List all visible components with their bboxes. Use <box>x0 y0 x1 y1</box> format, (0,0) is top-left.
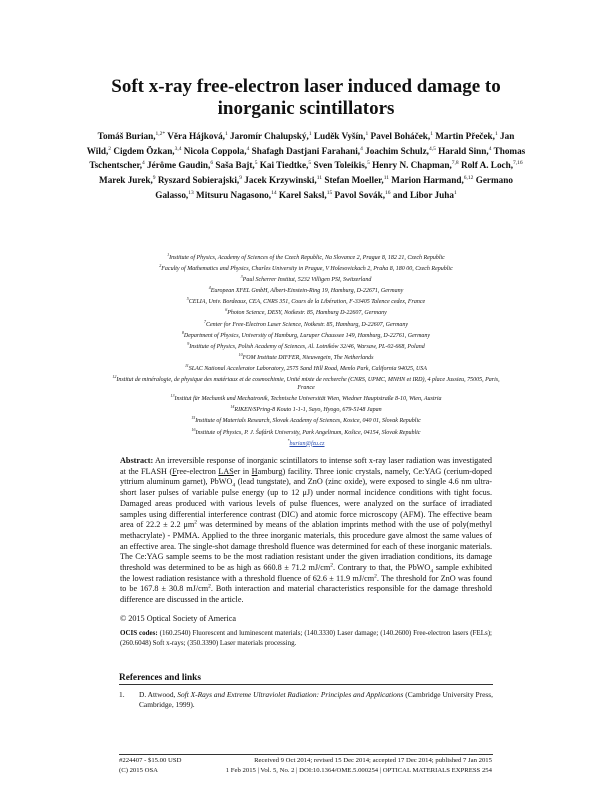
abstract-text-6: . The threshold for ZnO was found to be 167.8 ± 30.8 mJ/cm <box>120 573 492 594</box>
author-affiliation-marker: 4 <box>360 145 363 152</box>
author-affiliation-marker: 9 <box>239 174 242 181</box>
superscript-2: 2 <box>374 573 377 579</box>
author-affiliation-marker: 6,12 <box>463 174 474 181</box>
footer-citation: 1 Feb 2015 | Vol. 5, No. 2 | DOI:10.1364/OME.5.000254 | OPTICAL MATERIALS EXPRESS 254 <box>225 767 492 774</box>
corresponding-email-line <box>104 437 508 448</box>
affiliation-line <box>104 362 508 373</box>
author-name: Věra Hájková, <box>167 131 225 142</box>
affiliation-marker: 13 <box>170 393 175 399</box>
affiliation-marker: 1 <box>167 252 170 257</box>
abstract-acronym-f: F <box>172 466 177 476</box>
author-affiliation-marker: 4 <box>246 145 250 152</box>
author-name: Cigdem Özkan, <box>113 145 175 156</box>
author-name: Nicola Coppola, <box>183 145 247 156</box>
title-line-2: inorganic scintillators <box>217 98 395 119</box>
author-affiliation-marker: 16 <box>385 189 391 196</box>
author-name: Pavel Boháček, <box>370 131 431 142</box>
author-name: Ryszard Sobierajski, <box>157 175 240 186</box>
author-name: Karel Saksl, <box>278 189 327 200</box>
abstract-text-4: . Contrary to that, the PbWO <box>333 563 431 573</box>
author-affiliation-marker: 1 <box>308 131 312 137</box>
author-affiliation-marker: 5 <box>254 160 258 167</box>
author-name: and Libor Juha <box>392 189 454 200</box>
author-name: Henry N. Chapman, <box>372 160 452 171</box>
footer-dates: Received 9 Oct 2014; revised 15 Dec 2014; accepted 17 Dec 2014; published 7 Jan 2015 <box>254 757 492 764</box>
abstract-text-1d: amburg) facility. Three ionic crystals, namely, Ce:YAG (cerium-doped yttrium aluminum garnet), PbWO <box>120 466 492 487</box>
subscript-4: 4 <box>430 568 434 575</box>
affiliation-text: Center for Free-Electron Laser Science, Notkestr. 85, Hamburg, D-22607, Germany <box>206 321 408 328</box>
affiliation-text: Institut für Mechanik und Mechatronik, Technische Universität Wien, Wiedner Hauptstraße 8-10, Wien, Austria <box>174 396 442 403</box>
affiliation-line <box>104 340 508 351</box>
author-name: Luděk Vyšín, <box>313 131 366 142</box>
author-affiliation-marker: 7,16 <box>513 160 523 167</box>
author-name: Marek Jurek, <box>99 175 153 186</box>
superscript-2: 2 <box>208 583 211 590</box>
author-name: Shafagh Dastjani Farahani, <box>251 145 361 156</box>
affiliation-line <box>104 373 508 392</box>
affiliation-text: Institute of Physics, Polish Academy of Sciences, Al. Lotników 32/46, Warsaw, PL-02-668, Poland <box>189 343 425 350</box>
footer-divider <box>119 754 493 755</box>
author-list <box>86 128 526 201</box>
copyright-notice: © 2015 Optical Society of America <box>120 614 237 623</box>
ocis-codes <box>120 629 492 648</box>
author-name: Tomáš Burian, <box>97 131 156 142</box>
reference-author: D. Attwood, <box>139 690 178 699</box>
affiliation-marker: 3 <box>240 274 243 280</box>
author-name: Pavol Sovák, <box>334 189 386 200</box>
author-name: Marion Harmand, <box>391 175 464 186</box>
affiliation-line <box>104 318 508 329</box>
author-name: Kai Tiedtke, <box>259 160 309 171</box>
affiliation-line <box>104 262 508 273</box>
author-name: Jaromír Chalupský, <box>230 131 309 142</box>
abstract-text-1b: ree-electron <box>176 466 219 476</box>
abstract-acronym-las: LAS <box>218 466 234 476</box>
author-affiliation-marker: 1 <box>430 131 433 137</box>
author-name: Martin Přeček, <box>435 131 495 142</box>
affiliation-marker: 7 <box>204 318 207 324</box>
email-marker: * <box>287 437 290 443</box>
affiliation-line <box>104 426 508 437</box>
affiliation-marker: 11 <box>185 362 189 368</box>
reference-book-title: Soft X-Rays and Extreme Ultraviolet Radiation: Principles and Applications <box>177 690 404 699</box>
affiliation-text: Institute of Physics, Academy of Sciences of the Czech Republic, Na Slovance 2, Prague 8, 182 21, Czech Republic <box>169 255 445 261</box>
affiliation-text: Institute of Physics, P. J. Šafárik University, Park Angelinum, Košice, 04154, Slovak Republic <box>195 429 421 436</box>
author-affiliation-marker: 4 <box>488 145 492 152</box>
affiliation-text: CELIA, Univ. Bordeaux, CEA, CNRS 351, Cours de la Libération, F-33405 Talence cedex, France <box>188 299 426 306</box>
author-name: Jan Wild, <box>86 131 515 156</box>
abstract-text-1: An irreversible response of inorganic scintillators to intense soft x-ray laser radiation was investigated at the FLASH ( <box>120 456 492 476</box>
author-affiliation-marker: 1 <box>365 131 369 137</box>
author-affiliation-marker: 3,4 <box>174 145 182 152</box>
affiliation-line <box>104 351 508 362</box>
references-heading: References and links <box>119 673 201 683</box>
author-affiliation-marker: 1 <box>224 131 228 137</box>
affiliation-marker: 5 <box>186 296 189 302</box>
email-link[interactable]: burian@fzu.cz <box>289 440 325 447</box>
affiliation-marker: 9 <box>187 340 190 346</box>
affiliation-line <box>104 273 508 284</box>
author-name: Harald Sinn, <box>438 145 489 156</box>
title-line-1: Soft x-ray free-electron laser induced damage to <box>111 76 501 97</box>
affiliation-line <box>104 392 508 403</box>
abstract-label: Abstract: <box>120 456 154 465</box>
affiliation-line <box>104 284 508 295</box>
author-name: Jérôme Gaudin, <box>147 160 211 171</box>
references-divider <box>119 684 493 685</box>
affiliation-marker: 2 <box>159 263 162 269</box>
author-affiliation-marker: 4 <box>142 160 145 167</box>
author-affiliation-marker: 5 <box>367 160 370 167</box>
abstract <box>120 456 492 606</box>
affiliation-marker: 10 <box>238 351 243 357</box>
author-affiliation-marker: 11 <box>316 174 323 181</box>
affiliation-text: Faculty of Mathematics and Physics, Charles University in Prague, V Holesovickach 2, Praha 8, 180 00, Czech Republic <box>161 266 453 273</box>
author-affiliation-marker: 13 <box>188 189 194 196</box>
author-affiliation-marker: 7,8 <box>451 160 459 167</box>
affiliation-line <box>104 251 508 262</box>
affiliation-marker: 14 <box>230 404 235 410</box>
affiliation-line <box>104 329 508 340</box>
superscript-2: 2 <box>194 519 197 526</box>
author-affiliation-marker: 6 <box>210 160 214 167</box>
footer-copyright: (C) 2015 OSA <box>119 767 159 774</box>
affiliation-marker: 15 <box>191 415 196 421</box>
affiliation-line <box>104 306 508 317</box>
author-name: Stefan Moeller, <box>324 175 384 186</box>
author-affiliation-marker: 1,2* <box>155 131 166 137</box>
author-name: Germano Galasso, <box>155 175 513 200</box>
author-affiliation-marker: 14 <box>271 189 277 196</box>
affiliation-marker: 16 <box>191 426 196 432</box>
abstract-text-2: (lead tungstate), and ZnO (zinc oxide), were exposed to single 4.6 nm ultra-short laser pulses of variable pulse energy (up to 12 μJ) under normal incidence conditions with tight focus. Damaged areas produced with various levels of pulse fluences, were analyzed on the surface of irradiated samples using differential interference contrast (DIC) and atomic force microscopy (AFM). The effective beam area of 22.2 ± 2.2 μm <box>120 477 492 530</box>
author-affiliation-marker: 5 <box>308 160 312 167</box>
affiliation-line <box>104 414 508 425</box>
reference-body <box>139 690 493 710</box>
superscript-2: 2 <box>330 562 334 569</box>
author-affiliation-marker: 1 <box>453 189 457 196</box>
affiliation-text: Department of Physics, University of Hamburg, Luruper Chaussee 149, Hamburg, D-22761, Germany <box>183 332 431 339</box>
affiliation-marker: 6 <box>225 307 228 313</box>
author-affiliation-marker: 1 <box>494 131 498 137</box>
affiliation-text: Photon Science, DESY, Notkestr. 85, Hamburg D-22607, Germany <box>227 310 387 317</box>
affiliation-text: Paul Scherrer Institut, 5232 Villigen PSI, Switzerland <box>242 277 372 284</box>
reference-item <box>119 690 493 710</box>
affiliation-line <box>104 295 508 306</box>
author-affiliation-marker: 9 <box>152 174 156 181</box>
author-name: Rolf A. Loch, <box>460 160 514 171</box>
affiliation-text: Institute of Materials Research, Slovak Academy of Sciences, Kosice, 040 01, Slovak Republic <box>195 418 421 425</box>
affiliation-marker: 4 <box>208 285 211 291</box>
author-name: Jacek Krzywinski, <box>244 175 317 186</box>
abstract-text-3: was determined by means of the ablation imprints method with the use of poly(methyl methacrylate) - PMMA. Applied to the three inorganic materials, this procedure gave almost the same values of an effective area. The single-shot damage threshold fluence was determined for each of these inorganic materials. The Ce:YAG sample seems to be the most radiation resistant under the given irradiation conditions, its damage threshold was determined to be as high as 660.8 ± 71.2 mJ/cm <box>120 520 492 573</box>
affiliation-marker: 8 <box>181 329 184 335</box>
author-name: Mitsuru Nagasono, <box>196 189 272 200</box>
author-affiliation-marker: 15 <box>326 189 333 196</box>
abstract-acronym-h: H <box>251 466 258 476</box>
affiliation-text: SLAC National Accelerator Laboratory, 2575 Sand Hill Road, Menlo Park, California 94025, USA <box>188 365 427 372</box>
author-affiliation-marker: 4,5 <box>428 145 436 152</box>
affiliation-text: RIKEN/SPring-8 Kouto 1-1-1, Sayo, Hyogo, 679-5148 Japan <box>234 407 382 414</box>
subscript-4: 4 <box>232 483 236 490</box>
footer-article-id: #224407 - $15.00 USD <box>119 757 182 764</box>
reference-publisher: (Cambridge University Press, Cambridge, 1999). <box>139 690 494 709</box>
author-name: Sven Toleikis, <box>313 160 368 171</box>
ocis-text: (160.2540) Fluorescent and luminescent materials; (140.3330) Laser damage; (140.2600) Free-electron lasers (FELs); (260.6048) Soft x-rays; (350.3390) Laser materials processing. <box>120 629 492 647</box>
ocis-label: OCIS codes: <box>120 629 158 637</box>
author-affiliation-marker: 11 <box>383 174 389 181</box>
author-name: Thomas Tschentscher, <box>89 145 526 171</box>
affiliation-text: FOM Institute DIFFER, Nieuwegein, The Netherlands <box>242 354 374 361</box>
affiliation-text: European XFEL GmbH, Albert-Einstein-Ring 19, Hamburg, D-22671, Germany <box>210 288 404 295</box>
author-name: Joachim Schulz, <box>365 145 429 156</box>
author-name: Saša Bajt, <box>215 160 255 171</box>
reference-number: 1. <box>119 690 125 699</box>
paper-title <box>60 76 552 120</box>
affiliation-list <box>104 251 508 448</box>
affiliation-text: Institut de minéralogie, de physique des matériaux et de cosmochimie, Unité mixte de recherche (CNRS, UPMC, MNHN et IRD), 4 place Jussieu, 75005, Paris, France <box>116 377 500 392</box>
abstract-text-7: . Both interaction and material characteristics responsible for the damage threshold difference are discussed in the article. <box>120 584 492 605</box>
affiliation-line <box>104 403 508 414</box>
author-affiliation-marker: 2 <box>108 145 112 152</box>
abstract-text-1c: er in <box>233 466 252 476</box>
abstract-text-5: sample exhibited the lowest radiation resistance with a threshold fluence of 62.6 ± 11.9 mJ/cm <box>120 563 492 583</box>
affiliation-marker: 12 <box>112 374 117 380</box>
